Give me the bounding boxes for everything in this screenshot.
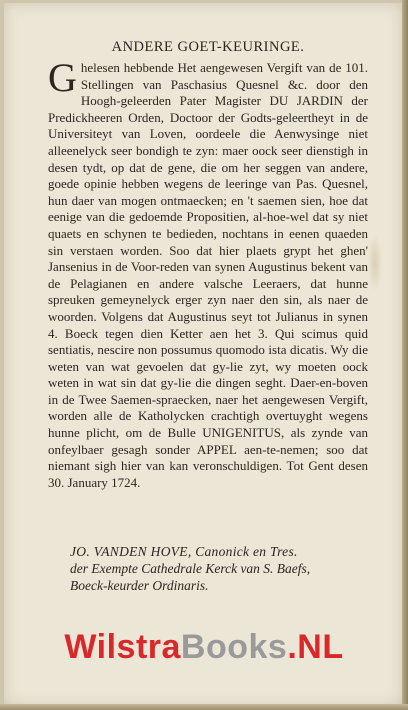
paper-stain xyxy=(368,233,382,293)
watermark-logo xyxy=(0,628,408,667)
text-block xyxy=(48,39,368,491)
page-edge-bottom xyxy=(0,704,408,710)
book-page xyxy=(4,3,402,706)
page-heading: ANDERE GOET-KEURINGE. xyxy=(111,39,305,55)
watermark-part-3: .NL xyxy=(287,628,344,666)
signature-line-3: Boeck-keurder Ordinaris. xyxy=(70,578,209,593)
body-paragraph xyxy=(48,55,368,491)
signature-block xyxy=(70,543,370,594)
watermark-part-1: Wilstra xyxy=(64,628,181,666)
watermark-part-2: Books xyxy=(180,628,288,666)
signature-line-2: der Exempte Cathedrale Kerck van S. Baefs, xyxy=(70,561,311,576)
drop-capital: G xyxy=(48,55,77,100)
body-text: helesen hebbende Het aengewesen Vergift van de 101. Stellingen van Paschasius Quesnel &c. door den Hoogh-geleerden Pater Magister DU JARDIN der Predickheeren Orden, Doctoor der Godts-geleertheyt in de Universiteyt van Loven, oordeele die Aenwysinge niet alleenelyck seer bondigh te zyn: maer oock seer dienstigh in desen tydt, op dat de gene, die om her seggen van andere, goede opinie hebben wegens de leeringe van Pas. Quesnel, hun daer van mogen ontmaecken; en 't saemen sien, hoe dat eenige van die gedoemde Propositien, al-hoe-wel dat sy niet quaets en schynen te bedieden, nochtans in eenen quaeden sin verstaen worden. Soo dat hier plaets grypt het ghen' Jansenius in de Voor-reden van synen Augustinus bekent van de Pelagianen en andere valsche Leeraers, dat hunne spreuken gemeynelyck erger zyn naer den sin, als naer de woorden. Volgens dat Augustinus seyt tot Julianus in synen 4. Boeck tegen dien Ketter aen het 3. Qui scimus quid sentiatis, nescire non possumus quomodo ista dicatis. Wy die weten van wat gevoelen dat gy-lie zyt, wy moeten oock weten in wat sin dat gy-lie die dingen seght. Daer-en-boven in de Twee Saemen-spraecken, naer het aengewesen Vergift, worden alle de Katholycken crachtigh overtuyght wegens hunne plicht, om de Bulle UNIGENITUS, als zynde van onfeylbaer gesagh sonder APPEL aen-te-nemen; soo dat niemant sigh hier van kan veronschuldigen. Tot Gent desen 30. January 1724. xyxy=(48,60,368,490)
page-edge-right xyxy=(402,0,408,710)
signature-line-1: JO. VANDEN HOVE, Canonick en Tres. xyxy=(70,544,298,559)
